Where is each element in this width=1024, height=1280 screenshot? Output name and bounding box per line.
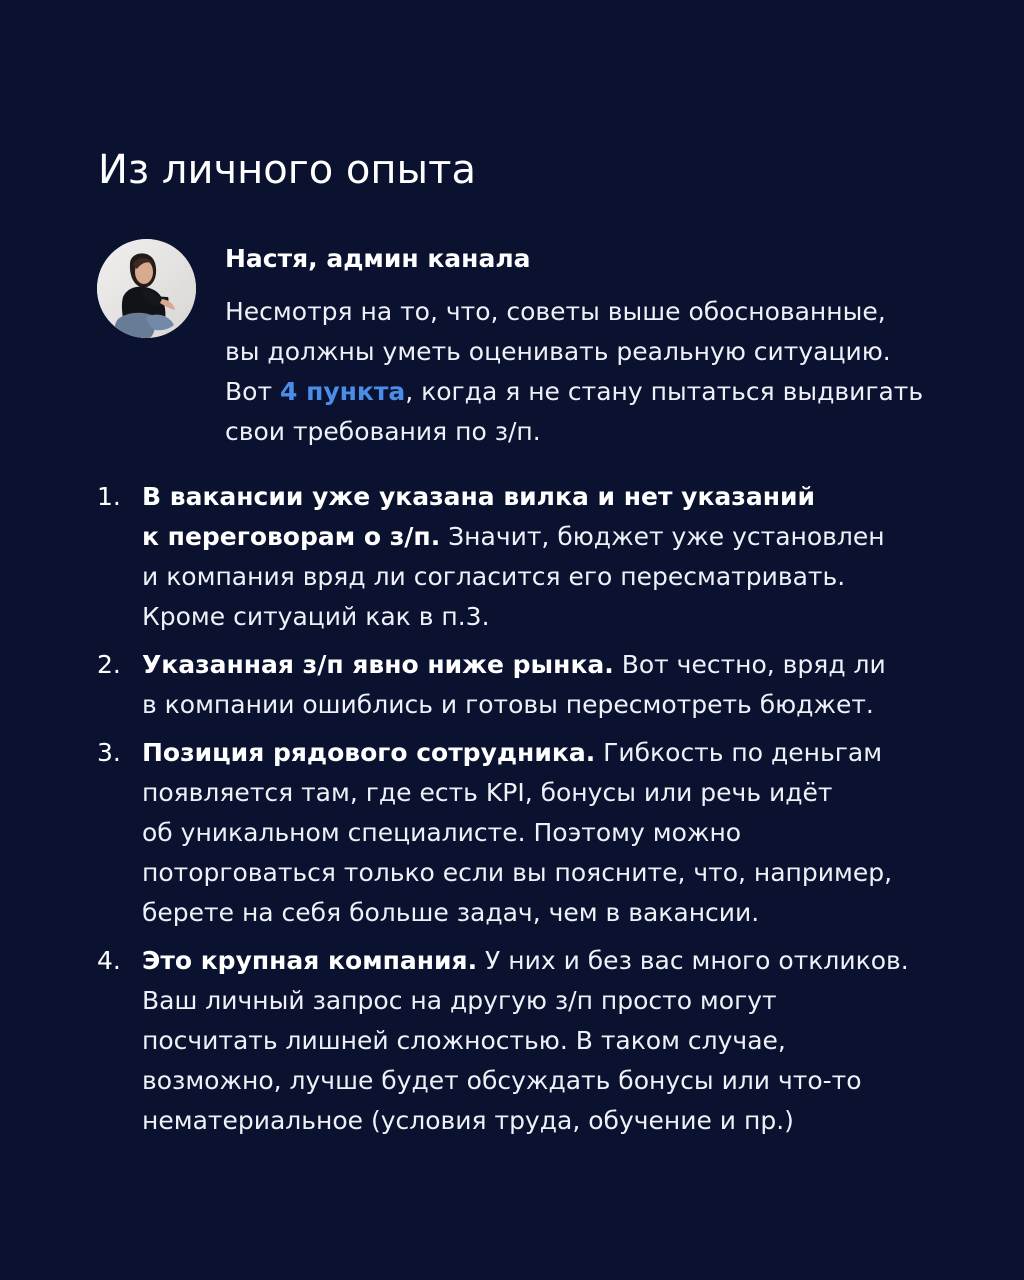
item-bold-text: Указанная з/п явно ниже рынка. [142, 650, 614, 679]
intro-line-prefix: Вот [225, 377, 280, 406]
item-line: и компания вряд ли согласится его пересматривать. [142, 562, 846, 591]
item-bold-text: Это крупная компания. [142, 946, 478, 975]
item-line: об уникальном специалисте. Поэтому можно [142, 818, 742, 847]
item-bold-text: Позиция рядового сотрудника. [142, 738, 596, 767]
item-text: У них и без вас много откликов. [477, 946, 909, 975]
item-line [142, 941, 937, 981]
item-bold-text: к переговорам о з/п. [142, 522, 441, 551]
profile-photo-icon [97, 239, 196, 338]
item-line: Кроме ситуаций как в п.3. [142, 602, 490, 631]
intro-line: Несмотря на то, что, советы выше обоснованные, [225, 297, 886, 326]
avatar [97, 239, 196, 338]
list-item [97, 733, 937, 933]
page-title: Из личного опыта [98, 147, 476, 193]
item-text: Гибкость по деньгам [595, 738, 883, 767]
item-line: в компании ошиблись и готовы пересмотреть бюджет. [142, 690, 874, 719]
item-line: Ваш личный запрос на другую з/п просто могут [142, 986, 777, 1015]
item-line: нематериальное (условия труда, обучение и пр.) [142, 1106, 794, 1135]
item-line [142, 517, 937, 557]
reasons-list [97, 477, 937, 1141]
author-name: Настя, админ канала [225, 244, 531, 273]
intro-line: свои требования по з/п. [225, 417, 541, 446]
item-text: Вот честно, вряд ли [613, 650, 886, 679]
item-line [142, 733, 937, 773]
item-line: возможно, лучше будет обсуждать бонусы или что-то [142, 1066, 862, 1095]
item-text: Значит, бюджет уже установлен [440, 522, 885, 551]
intro-text [225, 292, 935, 452]
item-number: 2. [97, 650, 121, 679]
list-item [97, 941, 937, 1141]
four-points-highlight: 4 пункта [279, 377, 406, 406]
item-number: 3. [97, 738, 121, 767]
intro-line [225, 372, 935, 412]
intro-line: вы должны уметь оценивать реальную ситуацию. [225, 337, 891, 366]
item-number: 4. [97, 946, 121, 975]
item-line: берете на себя больше задач, чем в вакансии. [142, 898, 760, 927]
item-number: 1. [97, 482, 121, 511]
item-bold-line: В вакансии уже указана вилка и нет указаний [142, 482, 815, 511]
intro-line-suffix: , когда я не стану пытаться выдвигать [405, 377, 924, 406]
item-line: поторговаться только если вы поясните, что, например, [142, 858, 893, 887]
list-item [97, 645, 937, 725]
list-item [97, 477, 937, 637]
item-line [142, 645, 937, 685]
item-line: появляется там, где есть KPI, бонусы или речь идёт [142, 778, 833, 807]
item-line: посчитать лишней сложностью. В таком случае, [142, 1026, 786, 1055]
